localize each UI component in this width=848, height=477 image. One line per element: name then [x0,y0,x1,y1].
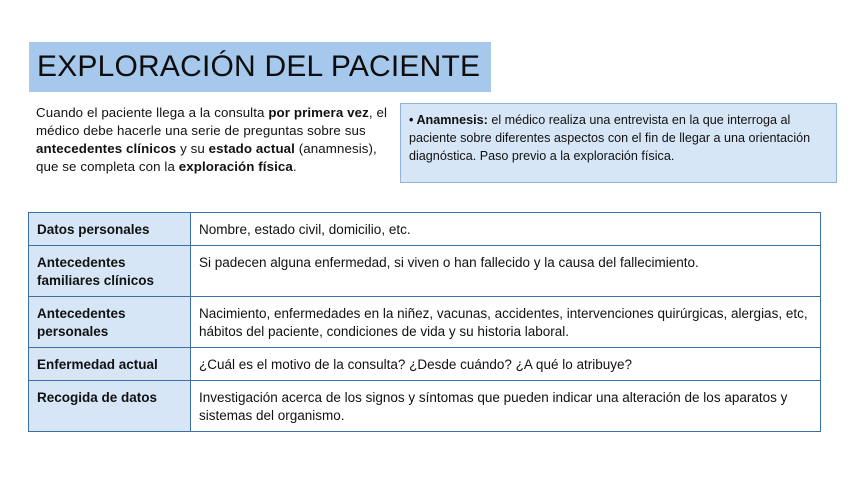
intro-text-1: Cuando el paciente llega a la consulta [36,105,269,120]
row-key: Datos personales [29,213,191,246]
table-row [29,348,821,381]
row-value: Investigación acerca de los signos y síntomas que pueden indicar una alteración de los aparatos y sistemas del organismo. [191,381,821,432]
intro-text-4: (anamnesis), que se completa con la [36,141,377,174]
note-text: el médico realiza una entrevista en la que interroga al paciente sobre diferentes aspectos con el fin de llegar a una orientación diagnóstica. Paso previo a la exploración física. [409,113,811,163]
row-key: Antecedentes personales [29,297,191,348]
page-title: EXPLORACIÓN DEL PACIENTE [37,50,481,83]
row-value: Nacimiento, enfermedades en la niñez, vacunas, accidentes, intervenciones quirúrgicas, alergias, etc, hábitos del paciente, condiciones de vida y su historia laboral. [191,297,821,348]
row-key: Antecedentes familiares clínicos [29,246,191,297]
table-row [29,297,821,348]
intro-bold-3: estado actual [208,141,295,156]
row-key: Recogida de datos [29,381,191,432]
intro-text-2: , el médico debe hacerle una serie de preguntas sobre sus [36,105,387,138]
table-row [29,381,821,432]
row-value: ¿Cuál es el motivo de la consulta? ¿Desde cuándo? ¿A qué lo atribuye? [191,348,821,381]
row-value: Si padecen alguna enfermedad, si viven o han fallecido y la causa del fallecimiento. [191,246,821,297]
note-term: • Anamnesis: [409,113,488,127]
row-key: Enfermedad actual [29,348,191,381]
row-value: Nombre, estado civil, domicilio, etc. [191,213,821,246]
intro-bold-2: antecedentes clínicos [36,141,177,156]
table-row [29,213,821,246]
intro-text-5: . [292,159,297,174]
intro-bold-4: exploración física [178,159,293,174]
exploration-table [28,212,821,432]
anamnesis-note [400,103,837,183]
title-banner [29,42,491,92]
table-row [29,246,821,297]
intro-text-3: y su [176,141,209,156]
intro-paragraph [36,104,396,176]
intro-bold-1: por primera vez [268,105,369,120]
